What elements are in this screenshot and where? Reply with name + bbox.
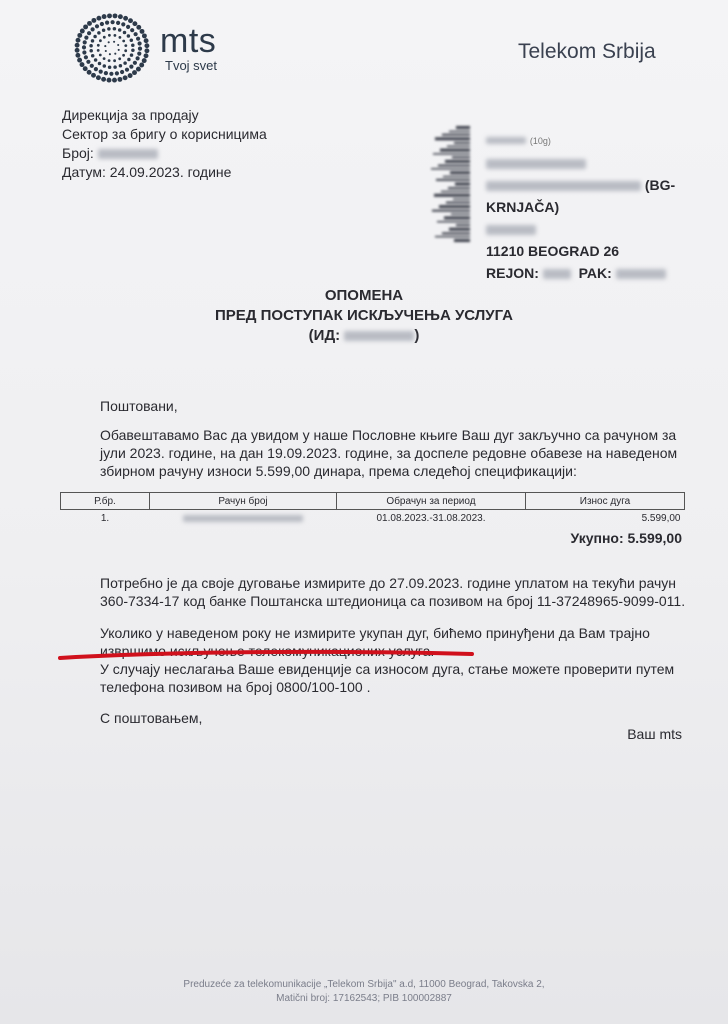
recipient-name (486, 152, 716, 174)
sender-date: Датум: 24.09.2023. године (62, 164, 232, 180)
sender-line-1: Дирекција за продају (62, 107, 199, 123)
mts-logo-icon (70, 10, 154, 86)
title-line-2: ПРЕД ПОСТУПАК ИСКЉУЧЕЊА УСЛУГА (214, 307, 513, 324)
title-id (0, 326, 728, 346)
redacted-rejon (543, 269, 571, 279)
recipient-district: KRNJAČA) (486, 199, 560, 215)
brand-name: Telekom Srbija (518, 40, 656, 63)
rejon-label: REJON: (486, 265, 539, 281)
pak-label: PAK: (578, 265, 612, 281)
cell-account (150, 510, 337, 528)
footer-line-1: Preduzeće za telekomunikacije „Telekom Srbija" a.d, 11000 Beograd, Takovska 2, (183, 979, 545, 990)
paragraph-1: Обавештавамо Вас да увидом у наше Пословне књиге Ваш дуг закључно са рачуном за јули 2023. године, на дан 19.09.2023. године, за доспеле редовне обавезе на наведеном збирном рачуну износи 5.599,00 динара, према следећој спецификацији: (100, 427, 678, 479)
cell-period: 01.08.2023.-31.08.2023. (376, 513, 486, 524)
title-line-1: ОПОМЕНА (324, 287, 404, 304)
redacted-street (486, 181, 641, 191)
logo-tagline: Tvoj svet (165, 58, 218, 73)
redacted-account (183, 515, 303, 522)
signature: Ваш mts (627, 726, 682, 742)
recipient-line-0 (486, 128, 716, 152)
cell-amount: 5.599,00 (641, 513, 681, 524)
header-account: Рачун број (150, 493, 337, 510)
paragraph-4: У случају неслагања Ваше евиденције са износом дуга, стање можете проверити путем телефона позивом на број 0800/100-100 . (100, 661, 675, 695)
id-close: ) (414, 327, 420, 344)
paragraph-2: Потребно је да своје дуговање измирите до 27.09.2023. године уплатом на текући рачун 360-7334-17 код банке Поштанска штедионица са позивом на број 11-37248965-9099-011. (100, 575, 686, 609)
redacted-number (98, 149, 158, 159)
sender-block (62, 106, 267, 182)
recipient-street (486, 174, 716, 196)
header-amount: Износ дуга (526, 493, 685, 510)
number-label: Број: (62, 145, 94, 161)
table-row (61, 510, 685, 528)
header-no: Р.бр. (61, 493, 150, 510)
redacted-id (344, 331, 414, 341)
closing: С поштовањем, (100, 710, 203, 726)
recipient-city: 11210 BEOGRAD 26 (486, 243, 620, 259)
logo-name: mts (160, 22, 217, 60)
weight-note: (10g) (529, 136, 551, 146)
cell-no: 1. (100, 513, 110, 524)
footer-line-2: Matični broj: 17162543; PIB 100002887 (276, 993, 452, 1004)
redacted-pak (616, 269, 666, 279)
debt-table (60, 492, 685, 527)
total-amount: Укупно: 5.599,00 (570, 530, 682, 546)
street-tail: (BG- (644, 177, 676, 193)
barcode-image (430, 126, 470, 242)
redacted-extra (486, 225, 536, 235)
sender-line-2: Сектор за бригу о корисницима (62, 126, 267, 142)
paragraph-3: Уколико у наведеном року не измирите укупан дуг, бићемо принуђени да Вам трајно извршимо искључење телекомуникационих услуга. (100, 625, 650, 659)
header-period: Обрачун за период (337, 493, 526, 510)
recipient-address (486, 128, 716, 284)
recipient-rejon (486, 262, 716, 284)
recipient-extra (486, 218, 716, 240)
salutation: Поштовани, (100, 398, 178, 414)
redacted-sender (486, 137, 526, 144)
footer (0, 978, 728, 1006)
redacted-name (486, 159, 586, 169)
sender-number (62, 144, 267, 163)
id-open: (ИД: (308, 327, 341, 344)
letter-title (0, 286, 728, 346)
